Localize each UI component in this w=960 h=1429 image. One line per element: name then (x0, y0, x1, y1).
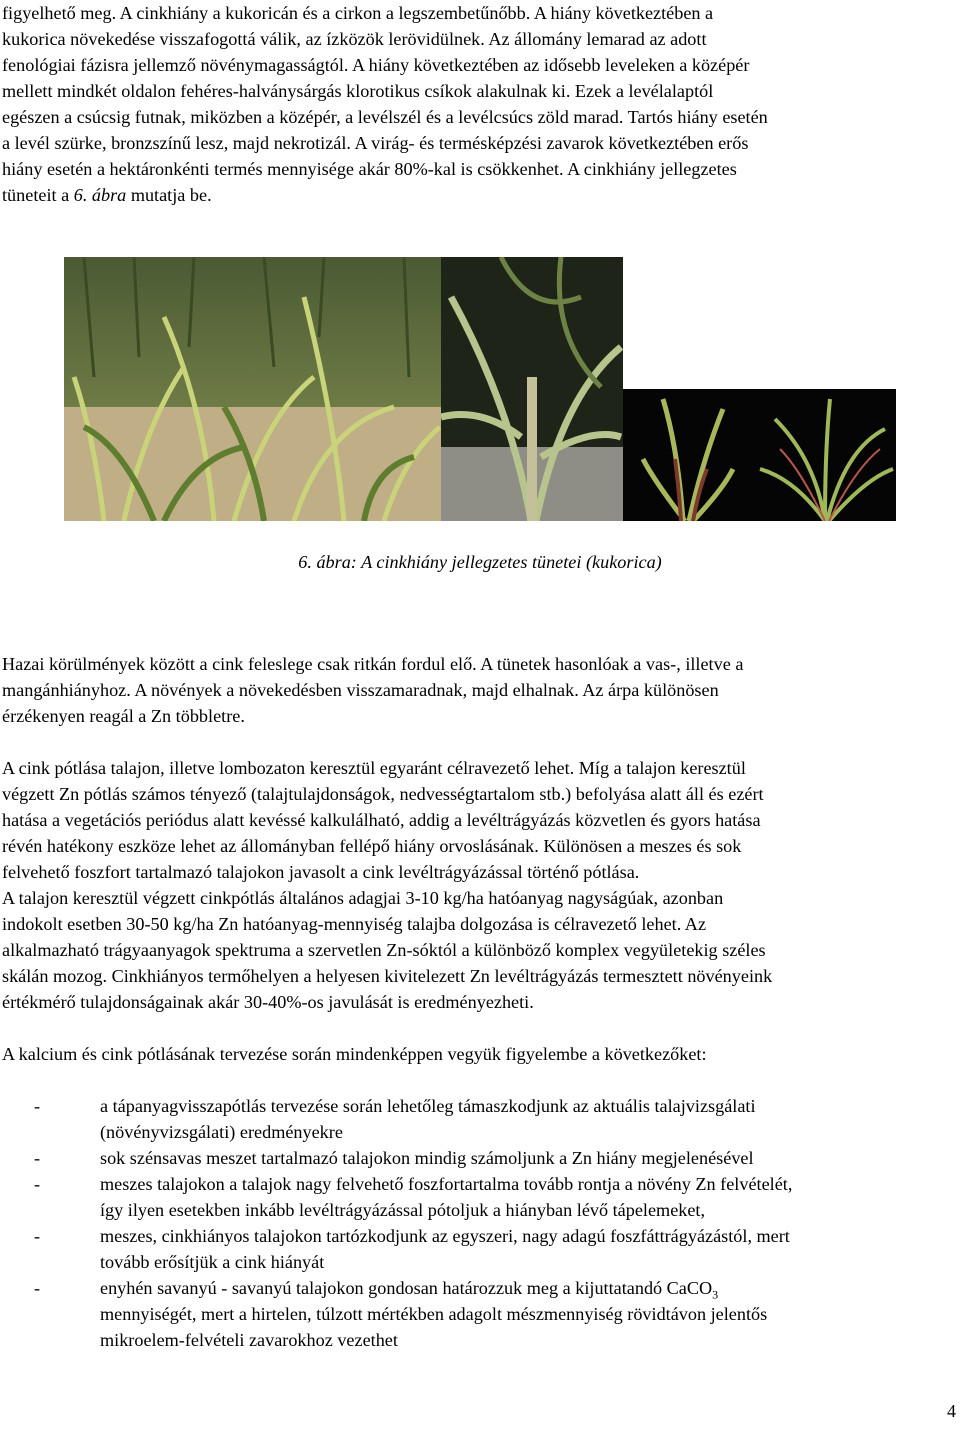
text-line: A cink pótlása talajon, illetve lombozaton keresztül egyaránt célravezető lehet. Míg a talajon keresztül (2, 758, 746, 778)
text-line: alkalmazható trágyaanyagok spektruma a szervetlen Zn-sóktól a különböző komplex vegyületekig széles (2, 940, 766, 960)
list-dash: - (34, 1278, 41, 1298)
page-number: 4 (947, 1401, 956, 1421)
text-line: meszes, cinkhiányos talajokon tartózkodjunk az egyszeri, nagy adagú foszfáttrágyázástól, mert (100, 1226, 790, 1246)
text-line: értékmérő tulajdonságainak akár 30-40%-os javulását is eredményezheti. (2, 992, 534, 1012)
paragraph-supplementation (2, 755, 958, 885)
text-line: kukorica növekedése visszafogottá válik, az ízközök lerövidülnek. Az állomány lemarad az adott (2, 29, 707, 49)
corn-leaf-closeup-photo (441, 257, 623, 521)
paragraph-list-intro: A kalcium és cink pótlásának tervezése során mindenképpen vegyük figyelembe a következőket: (2, 1044, 707, 1064)
text-line: felvehető foszfort tartalmazó talajokon javasolt a cink levéltrágyázással történő pótlása. (2, 862, 640, 882)
text-line: egészen a csúcsig futnak, miközben a középér, a levélszél és a levélcsúcs zöld marad. Tartós hiány esetén (2, 107, 768, 127)
text-line: hiány esetén a hektáronkénti termés mennyisége akár 80%-kal is csökkenhet. A cinkhiány jellegzetes (2, 159, 737, 179)
corn-seedling-photo-2 (755, 389, 896, 521)
text-line: hatása a vegetációs periódus alatt kevéssé kalkulálható, addig a levéltrágyázás közvetlen és gyors hatása (2, 810, 761, 830)
subscript: 3 (712, 1287, 719, 1302)
intro-paragraph (2, 0, 958, 208)
text-line: figyelhető meg. A cinkhiány a kukoricán és a cirkon a legszembetűnőbb. A hiány következtében a (2, 3, 714, 23)
text-line: enyhén savanyú - savanyú talajokon gondosan határozzuk meg a kijuttatandó CaCO$_3$ (100, 1278, 719, 1302)
text-line: Hazai körülmények között a cink feleslege csak ritkán fordul elő. A tünetek hasonlóak a vas-, illetve a (2, 654, 744, 674)
text-line: skálán mozog. Cinkhiányos termőhelyen a helyesen kivitelezett Zn levéltrágyázás termesztett növényeink (2, 966, 773, 986)
text-line: mikroelem-felvételi zavarokhoz vezethet (100, 1330, 398, 1350)
text-line: így ilyen esetekben inkább levéltrágyázással pótoljuk a hiányban lévő tápelemeket, (100, 1200, 706, 1220)
corn-seedling-photo-1 (623, 389, 755, 521)
text-line: érzékenyen reagál a Zn többletre. (2, 706, 245, 726)
text-line: végzett Zn pótlás számos tényező (talajtulajdonságok, nedvességtartalom stb.) befolyása alatt áll és ezért (2, 784, 764, 804)
text-line: meszes talajokon a talajok nagy felvehető foszfortartalma tovább rontja a növény Zn felvételét, (100, 1174, 793, 1194)
figure-caption: 6. ábra: A cinkhiány jellegzetes tünetei (kukorica) (298, 552, 662, 572)
text-line: fenológiai fázisra jellemző növénymagasságtól. A hiány következtében az idősebb leveleken a középér (2, 55, 750, 75)
text-line: révén hatékony eszköze lehet az állományban fellépő hiány orvoslásának. Különösen a meszes és sok (2, 836, 742, 856)
paragraph-excess (2, 651, 958, 729)
figure-reference: 6. ábra (73, 185, 127, 205)
text-line: A talajon keresztül végzett cinkpótlás általános adagjai 3-10 kg/ha hatóanyag nagyságúak, azonban (2, 888, 724, 908)
text-line: a levél szürke, bronzszínű lesz, majd nekrotizál. A virág- és termésképzési zavarok következtében erős (2, 133, 749, 153)
list-dash: - (34, 1148, 41, 1168)
text-line: tüneteit a 6. ábra mutatja be. (2, 185, 212, 205)
paragraph-dosage (2, 885, 958, 1015)
corn-field-photo (64, 257, 441, 521)
text-line: sok szénsavas meszet tartalmazó talajokon mindig számoljunk a Zn hiány megjelenésével (100, 1148, 754, 1168)
text-line: (növényvizsgálati) eredményekre (100, 1122, 343, 1142)
text-line: mangánhiányhoz. A növények a növekedésben visszamaradnak, majd elhalnak. Az árpa különösen (2, 680, 719, 700)
text-line: mennyiségét, mert a hirtelen, túlzott mértékben adagolt mészmennyiség rövidtávon jelentős (100, 1304, 768, 1324)
list-dash: - (34, 1174, 41, 1194)
list-dash: - (34, 1226, 41, 1246)
text-line: mellett mindkét oldalon fehéres-halványsárgás klorotikus csíkok alakulnak ki. Ezek a levélalaptól (2, 81, 714, 101)
text-line: indokolt esetben 30-50 kg/ha Zn hatóanyag-mennyiség talajba dolgozása is célravezető lehet. Az (2, 914, 707, 934)
list-dash: - (34, 1096, 41, 1116)
text-line: tovább erősítjük a cink hiányát (100, 1252, 325, 1272)
text-line: a tápanyagvisszapótlás tervezése során lehetőleg támaszkodjunk az aktuális talajvizsgálati (100, 1096, 756, 1116)
